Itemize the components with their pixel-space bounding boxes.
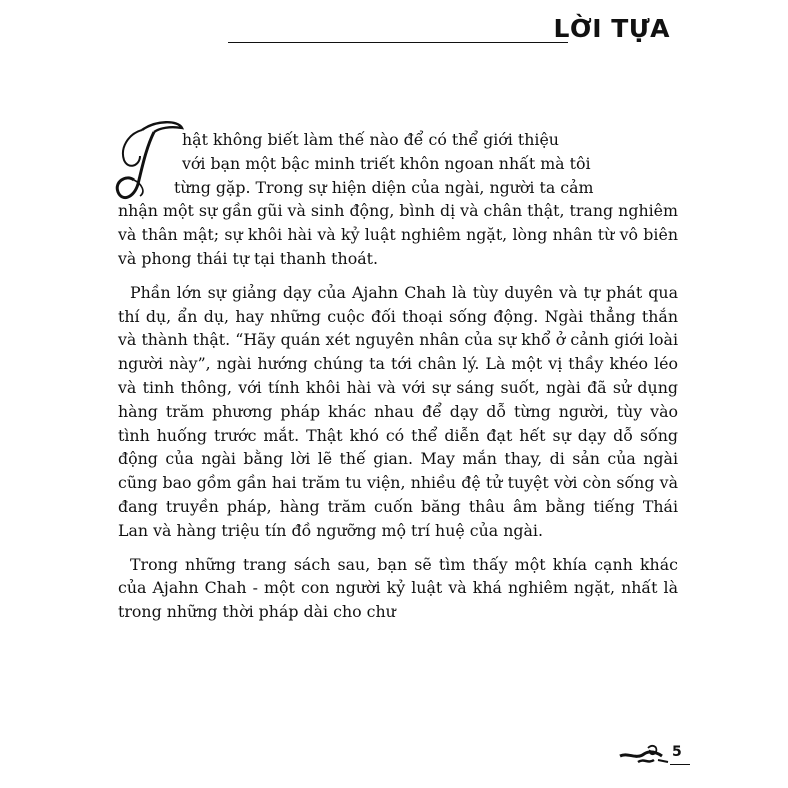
flourish-ornament-icon [618,742,678,766]
page-number: 5 [672,744,682,760]
chapter-title: LỜI TỰA [553,14,670,43]
paragraph-1-line-1: hật không biết làm thế nào để có thể giới thiệu [182,130,559,149]
header-rule [228,42,568,43]
paragraph-2: Phần lớn sự giảng dạy của Ajahn Chah là tùy duyên và tự phát qua thí dụ, ẩn dụ, hay những cuộc đối thoại sống động. Ngài thẳng thắn và thành thật. “Hãy quán xét nguyên nhân của sự khổ ở cảnh giới loài người này”, ngài hướng chúng ta tới chân lý. Là một vị thầy khéo léo và tinh thông, với tính khôi hài và với sự sáng suốt, ngài đã sử dụng hàng trăm phương pháp khác nhau để dạy dỗ từng người, tùy vào tình huống trước mắt. Thật khó có thể diễn đạt hết sự dạy dỗ sống động của ngài bằng lời lẽ thế gian. May mắn thay, di sản của ngài cũng bao gồm gần hai trăm tu viện, nhiều đệ tử tuyệt vời còn sống và đang truyền pháp, hàng trăm cuốn băng thâu âm bằng tiếng Thái Lan và hàng triệu tín đồ ngưỡng mộ trí huệ của ngài. [118,282,678,540]
paragraph-1 [118,128,678,271]
paragraph-3: Trong những trang sách sau, bạn sẽ tìm thấy một khía cạnh khác của Ajahn Chah - một con người kỷ luật và khá nghiêm ngặt, nhất là trong những thời pháp dài cho chư [118,554,678,622]
paragraph-1-rest: nhận một sự gần gũi và sinh động, bình dị và chân thật, trang nghiêm và thân mật; sự khôi hài và kỷ luật nghiêm ngặt, lòng nhân từ vô biên và phong thái tự tại thanh thoát. [118,201,678,268]
footer-rule [670,764,690,765]
paragraph-1-line-2: với bạn một bậc minh triết khôn ngoan nhất mà tôi [182,153,591,173]
body-text [118,128,678,634]
paragraph-1-line-3: từng gặp. Trong sự hiện diện của ngài, người ta cảm [174,177,594,197]
